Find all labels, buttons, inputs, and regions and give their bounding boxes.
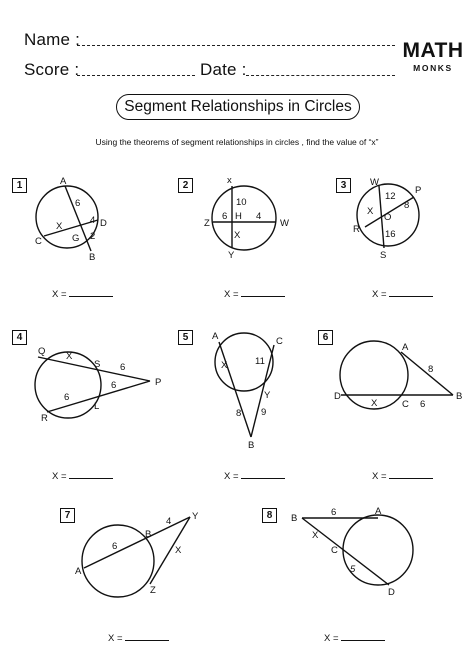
point-label: Q (38, 346, 46, 357)
point-label: R (353, 224, 360, 235)
segment-label: 2 (90, 231, 96, 242)
point-label: Z (150, 585, 156, 596)
segment-label: 6 (120, 362, 126, 373)
unknown-label: X (234, 230, 241, 241)
secant-ab (219, 342, 251, 437)
point-label: D (388, 587, 395, 598)
problem-number-2: 2 (178, 178, 193, 193)
answer-label: X = (108, 633, 123, 644)
point-label: Y (192, 511, 199, 522)
segment-label: 12 (385, 191, 396, 202)
figure-shapes (35, 184, 453, 597)
segment-label: 10 (236, 197, 247, 208)
answer-label: X = (372, 471, 387, 482)
segment-label: 6 (222, 211, 228, 222)
segment-label: 6 (112, 541, 118, 552)
segment-label: 6 (75, 198, 81, 209)
figure-5 (215, 333, 274, 437)
point-label: A (402, 342, 409, 353)
logo-main-text: MATH (402, 39, 464, 62)
figure-7 (82, 517, 190, 597)
unknown-label: X (66, 351, 73, 362)
point-label: A (60, 176, 67, 187)
segment-label: 8 (428, 364, 434, 375)
secant-bd (302, 518, 389, 585)
point-label: D (334, 391, 341, 402)
name-label: Name : (24, 30, 80, 49)
point-label: Y (228, 250, 235, 261)
point-label: B (145, 529, 152, 540)
point-label: x (227, 175, 232, 186)
segment-label: 9 (261, 407, 267, 418)
circle-1 (36, 186, 98, 248)
instructions: Using the theorems of segment relationships in circles , find the value of “x” (95, 137, 379, 147)
point-label: L (94, 401, 100, 412)
segment-label: 11 (255, 356, 265, 367)
problem-number-7: 7 (60, 508, 75, 523)
answer-label: X = (324, 633, 339, 644)
figure-6 (340, 341, 453, 409)
problem-number-3: 3 (336, 178, 351, 193)
worksheet-title: Segment Relationships in Circles (116, 94, 360, 120)
problem-number-6: 6 (318, 330, 333, 345)
point-label: Y (264, 390, 271, 401)
point-label: A (212, 331, 219, 342)
point-label: G (72, 233, 80, 244)
point-label: C (276, 336, 283, 347)
unknown-label: X (371, 398, 378, 409)
unknown-label: X (175, 545, 182, 556)
point-label: B (248, 440, 255, 451)
segment-label: 4 (166, 516, 172, 527)
unknown-label: X (56, 221, 63, 232)
point-label: S (380, 250, 387, 261)
segment-label: 6 (64, 392, 70, 403)
segment-label: 16 (385, 229, 396, 240)
point-label: B (456, 391, 463, 402)
problem-number-4: 4 (12, 330, 27, 345)
segment-label: 6 (111, 380, 117, 391)
point-label: R (41, 413, 48, 424)
problem-number-8: 8 (262, 508, 277, 523)
point-label: O (384, 212, 392, 223)
answer-label: X = (52, 289, 67, 300)
unknown-label: X (221, 360, 228, 371)
logo-sub-text: MONKS (413, 63, 453, 73)
point-label: A (375, 506, 382, 517)
segment-label: 6 (331, 507, 337, 518)
point-label: A (75, 566, 82, 577)
segment-label: 5 (350, 564, 356, 575)
answer-label: X = (224, 471, 239, 482)
date-label: Date : (200, 60, 247, 79)
point-label: B (89, 252, 96, 263)
point-label: C (402, 399, 409, 410)
point-label: H (235, 211, 242, 222)
problem-number-5: 5 (178, 330, 193, 345)
problem-number-1: 1 (12, 178, 27, 193)
segment-label: 8 (236, 408, 242, 419)
segment-label: 4 (256, 211, 262, 222)
point-label: P (155, 377, 162, 388)
figure-4 (35, 352, 150, 418)
answer-label: X = (52, 471, 67, 482)
point-label: S (94, 359, 101, 370)
point-label: D (100, 218, 107, 229)
unknown-label: X (312, 530, 319, 541)
circle-7 (82, 525, 154, 597)
segment-label: 6 (420, 399, 426, 410)
point-label: W (370, 177, 379, 188)
tangent-ab (401, 352, 453, 395)
point-label: Z (204, 218, 210, 229)
point-label: C (331, 545, 338, 556)
unknown-label: X (367, 206, 374, 217)
figure-8 (302, 515, 413, 585)
point-label: B (291, 513, 298, 524)
answer-label: X = (372, 289, 387, 300)
point-label: W (280, 218, 289, 229)
segment-label: 8 (404, 200, 410, 211)
point-label: P (415, 185, 422, 196)
segment-label: 4 (90, 215, 96, 226)
figure-1 (36, 186, 98, 251)
score-label: Score : (24, 60, 80, 79)
point-label: C (35, 236, 42, 247)
answer-label: X = (224, 289, 239, 300)
